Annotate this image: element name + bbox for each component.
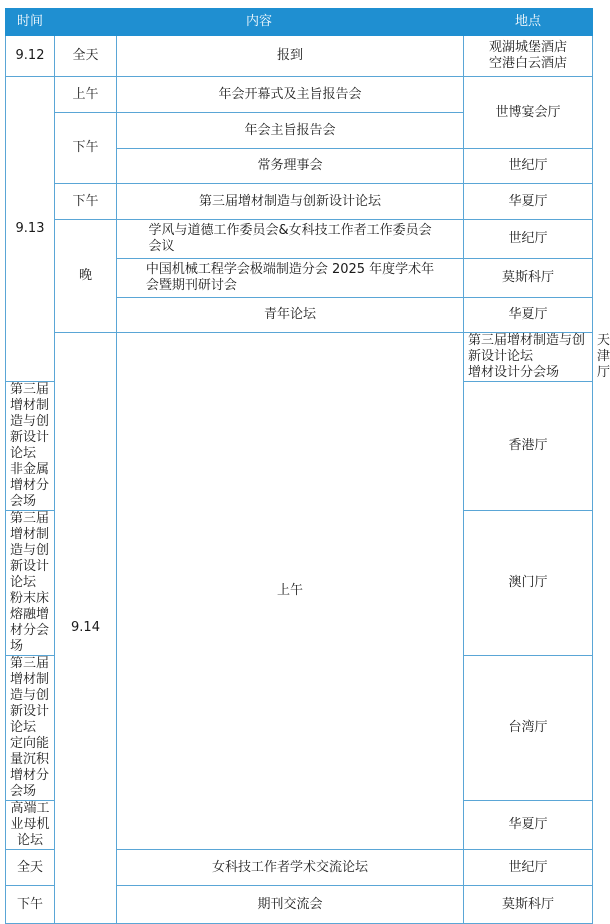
content-cell [117, 220, 464, 259]
venue-cell: 华夏厅 [464, 801, 593, 850]
venue-line: 空港白云酒店 [489, 56, 568, 71]
content-cell: 常务理事会 [117, 149, 464, 184]
content-line: 第三届增材制造与创新设计论坛 [10, 382, 50, 461]
period-cell: 上午 [117, 333, 464, 850]
venue-cell: 香港厅 [464, 382, 593, 511]
period-cell: 上午 [55, 77, 117, 113]
venue-cell: 莫斯科厅 [464, 259, 593, 298]
venue-line: 观湖城堡酒店 [489, 40, 568, 55]
content-cell: 期刊交流会 [117, 886, 464, 924]
header-content: 内容 [55, 9, 464, 36]
content-cell [6, 511, 55, 656]
content-cell [464, 333, 593, 382]
venue-cell: 台湾厅 [464, 656, 593, 801]
period-cell: 全天 [55, 36, 117, 77]
venue-cell: 世博宴会厅 [464, 77, 593, 149]
table-row [6, 77, 593, 113]
content-line: 非金属增材分会场 [10, 462, 50, 509]
period-cell: 下午 [55, 184, 117, 220]
date-cell: 9.13 [6, 77, 55, 382]
content-line: 粉末床熔融增材分会场 [10, 591, 50, 654]
content-line: 第三届增材制造与创新设计论坛 [468, 333, 586, 364]
content-line: 第三届增材制造与创新设计论坛 [10, 656, 50, 735]
content-line: 会暨期刊研讨会 [145, 278, 237, 293]
content-cell: 年会主旨报告会 [117, 113, 464, 149]
period-cell: 晚 [55, 220, 117, 333]
content-cell: 第三届增材制造与创新设计论坛 [117, 184, 464, 220]
table-row [6, 36, 593, 77]
header-row [6, 9, 593, 36]
content-line: 会议 [148, 239, 175, 254]
content-line: 中国机械工程学会极端制造分会 2025 年度学术年 [145, 262, 435, 277]
content-cell [6, 656, 55, 801]
venue-cell: 莫斯科厅 [464, 886, 593, 924]
venue-cell: 世纪厅 [464, 220, 593, 259]
header-date: 时间 [6, 9, 55, 36]
venue-cell: 华夏厅 [464, 298, 593, 333]
period-cell: 下午 [55, 113, 117, 184]
table-row [6, 184, 593, 220]
header-venue: 地点 [464, 9, 593, 36]
content-cell: 报到 [117, 36, 464, 77]
content-cell: 高端工业母机论坛 [6, 801, 55, 850]
venue-cell: 华夏厅 [464, 184, 593, 220]
content-cell [6, 382, 55, 511]
content-cell: 青年论坛 [117, 298, 464, 333]
venue-cell: 澳门厅 [464, 511, 593, 656]
table-row: 9.14 上午 第三届增材制造与创新设计论坛 增材设计分会场 天津厅 [6, 333, 593, 382]
content-line: 学风与道德工作委员会&女科技工作者工作委员会 [148, 223, 432, 238]
date-cell: 9.14 [55, 333, 117, 924]
venue-cell: 世纪厅 [464, 149, 593, 184]
content-line: 第三届增材制造与创新设计论坛 [10, 511, 50, 590]
content-cell: 女科技工作者学术交流论坛 [117, 850, 464, 886]
period-cell: 下午 [6, 886, 55, 924]
table-row [6, 220, 593, 259]
content-line: 增材设计分会场 [468, 365, 560, 380]
date-cell: 9.12 [6, 36, 55, 77]
period-cell: 全天 [6, 850, 55, 886]
content-cell [117, 259, 464, 298]
content-cell: 年会开幕式及主旨报告会 [117, 77, 464, 113]
venue-cell: 世纪厅 [464, 850, 593, 886]
schedule-table [5, 8, 610, 924]
content-line: 定向能量沉积增材分会场 [10, 736, 50, 799]
venue-cell [464, 36, 593, 77]
